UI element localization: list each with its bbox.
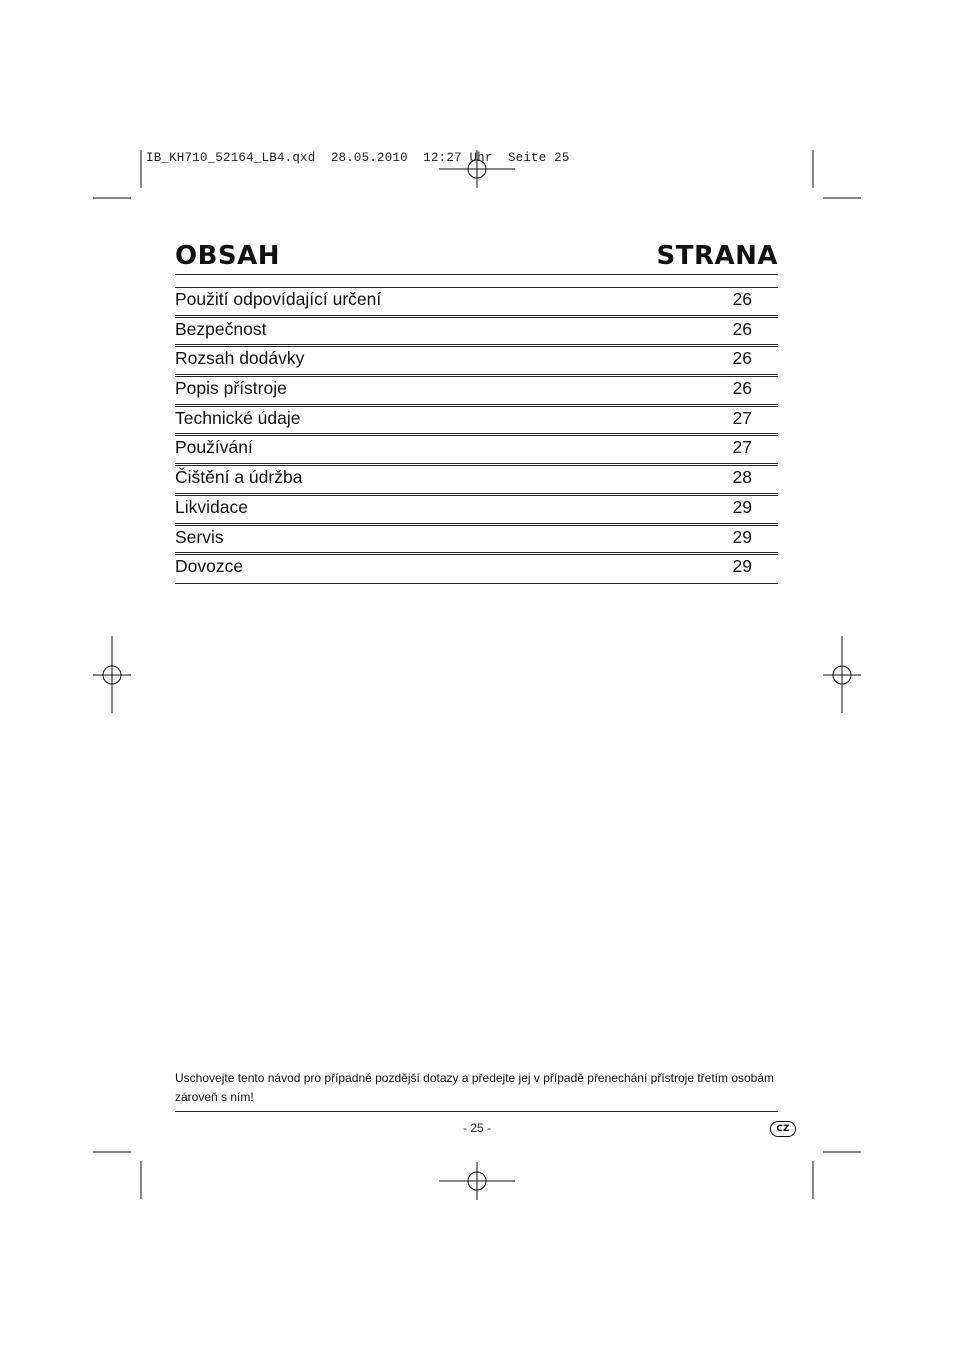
heading-rule (175, 274, 778, 275)
page-column-heading: STRANA (656, 241, 778, 271)
toc-entry-page: 27 (732, 437, 752, 458)
toc-entry[interactable] (175, 346, 778, 376)
page-number: - 25 - (462, 1121, 491, 1135)
toc-entry[interactable] (175, 435, 778, 465)
storage-note: Uschovejte tento návod pro případné pozdější dotazy a předejte jej v případě přenechání přístroje třetím osobám zároveň s ním! (175, 1071, 775, 1104)
toc-entry-page: 28 (732, 467, 752, 488)
toc-entry[interactable] (175, 317, 778, 347)
toc-entry-page: 26 (732, 318, 752, 339)
language-badge: CZ (770, 1121, 796, 1137)
registration-mark-bottom (439, 1162, 515, 1200)
toc-entry-page: 26 (732, 378, 752, 399)
toc-entry-page: 26 (732, 348, 752, 369)
toc-entry-label: Technické údaje (175, 407, 301, 428)
toc-entry-page: 29 (732, 526, 752, 547)
toc-entry-label: Bezpečnost (175, 318, 267, 339)
toc-entry[interactable] (175, 525, 778, 555)
registration-mark-left (93, 636, 131, 713)
footer-rule (175, 1111, 778, 1112)
toc-entry-label: Popis přístroje (175, 378, 287, 399)
toc-entry-label: Servis (175, 526, 224, 547)
toc-entry-label: Likvidace (175, 496, 248, 517)
registration-mark-right (823, 636, 861, 713)
toc-entry-page: 27 (732, 407, 752, 428)
toc-entry-label: Rozsah dodávky (175, 348, 305, 369)
file-slug: IB_KH710_52164_LB4.qxd 28.05.2010 12:27 Uhr Seite 25 (146, 151, 570, 165)
toc-entry[interactable] (175, 465, 778, 495)
table-of-contents (175, 287, 778, 584)
toc-entry-page: 29 (732, 496, 752, 517)
toc-entry[interactable] (175, 376, 778, 406)
toc-entry-label: Dovozce (175, 556, 244, 577)
toc-entry-page: 29 (732, 556, 752, 577)
toc-entry[interactable] (175, 287, 778, 317)
toc-entry-label: Použití odpovídající určení (175, 289, 382, 309)
toc-entry-label: Čištění a údržba (175, 467, 303, 488)
toc-heading: OBSAH (175, 241, 281, 271)
toc-entry[interactable] (175, 406, 778, 436)
toc-entry-label: Používání (175, 437, 253, 458)
toc-entry[interactable] (175, 495, 778, 525)
toc-entry-page: 26 (732, 289, 752, 309)
toc-entry[interactable] (175, 554, 778, 584)
